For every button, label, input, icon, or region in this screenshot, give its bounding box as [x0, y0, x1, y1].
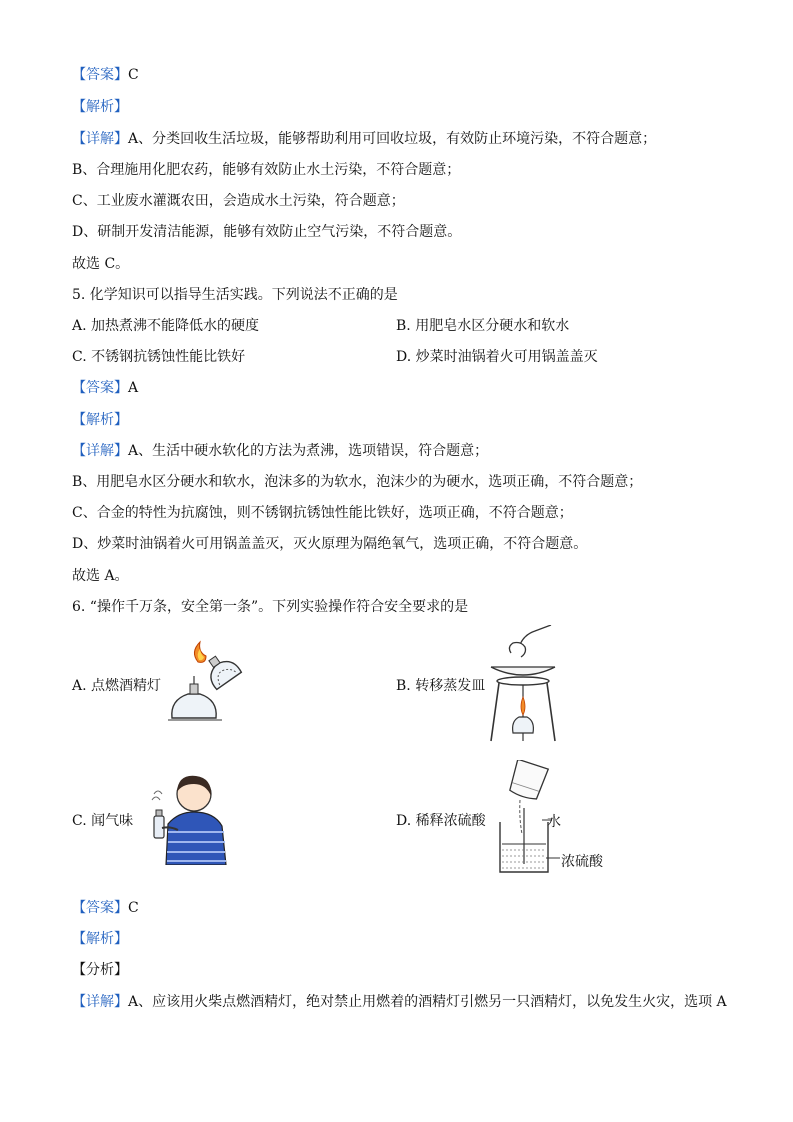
answer-tag: 【答案】 [72, 380, 128, 396]
answer-tag: 【答案】 [72, 900, 128, 916]
q5-option-c: C. 不锈钢抗锈蚀性能比铁好 [72, 349, 246, 365]
q5-option-a: A. 加热煮沸不能降低水的硬度 [72, 318, 260, 334]
q5-stem: 5. 化学知识可以指导生活实践。下列说法不正确的是 [72, 287, 398, 303]
q6-detail-1 [72, 992, 727, 1012]
q6-answer-line [72, 898, 139, 918]
q5-answer-line [72, 378, 138, 398]
q4-detail-3: C、工业废水灌溉农田，会造成水土污染，符合题意； [72, 193, 405, 209]
q4-detail-4: D、研制开发清洁能源，能够有效防止空气污染，不符合题意。 [72, 224, 462, 240]
q6-stem: 6. “操作千万条，安全第一条”。下列实验操作符合安全要求的是 [72, 599, 469, 615]
q6-option-a: A. 点燃酒精灯 [72, 678, 162, 694]
detail-text: A、应该用火柴点燃酒精灯，绝对禁止用燃着的酒精灯引燃另一只酒精灯，以免发生火灾，选项 A [128, 994, 727, 1010]
answer-value: C [128, 900, 139, 916]
q5-detail-3: C、合金的特性为抗腐蚀，则不锈钢抗锈蚀性能比铁好，选项正确，不符合题意； [72, 505, 573, 521]
q4-analysis-tag: 【解析】 [72, 99, 128, 115]
answer-tag: 【答案】 [72, 67, 128, 83]
q6-analysis-tag: 【解析】 [72, 931, 128, 947]
detail-tag: 【详解】 [72, 131, 128, 147]
label-water: 水 [547, 814, 561, 830]
q6-option-d: D. 稀释浓硫酸 [396, 813, 486, 829]
answer-value: C [128, 67, 139, 83]
q5-detail-4: D、炒菜时油锅着火可用锅盖盖灭，灭火原理为隔绝氧气，选项正确，不符合题意。 [72, 536, 588, 552]
lighting-alcohol-lamp-figure [160, 640, 250, 730]
q6-fenxi-tag: 【分析】 [72, 962, 128, 978]
q5-option-d: D. 炒菜时油锅着火可用锅盖盖灭 [396, 349, 598, 365]
moving-evaporating-dish-figure [485, 625, 560, 745]
q5-analysis-tag: 【解析】 [72, 412, 128, 428]
answer-value: A [128, 380, 139, 396]
q5-detail-1 [72, 441, 488, 461]
detail-tag: 【详解】 [72, 443, 128, 459]
q4-detail-1 [72, 129, 656, 149]
q5-conclusion: 故选 A。 [72, 568, 129, 584]
q6-option-c: C. 闻气味 [72, 813, 134, 829]
smelling-gas-figure [148, 770, 230, 865]
detail-text: A、生活中硬水软化的方法为煮沸，选项错误，符合题意； [128, 443, 489, 459]
q4-detail-2: B、合理施用化肥农药，能够有效防止水土污染，不符合题意； [72, 162, 461, 178]
label-concentrated-sulfuric-acid: 浓硫酸 [561, 854, 603, 870]
q6-option-b: B. 转移蒸发皿 [396, 678, 486, 694]
detail-text: A、分类回收生活垃圾，能够帮助利用可回收垃圾，有效防止环境污染，不符合题意； [128, 131, 657, 147]
q5-option-b: B. 用肥皂水区分硬水和软水 [396, 318, 570, 334]
q4-answer-line [72, 65, 139, 85]
q4-conclusion: 故选 C。 [72, 256, 130, 272]
detail-tag: 【详解】 [72, 994, 128, 1010]
q5-detail-2: B、用肥皂水区分硬水和软水，泡沫多的为软水，泡沫少的为硬水，选项正确，不符合题意； [72, 474, 643, 490]
